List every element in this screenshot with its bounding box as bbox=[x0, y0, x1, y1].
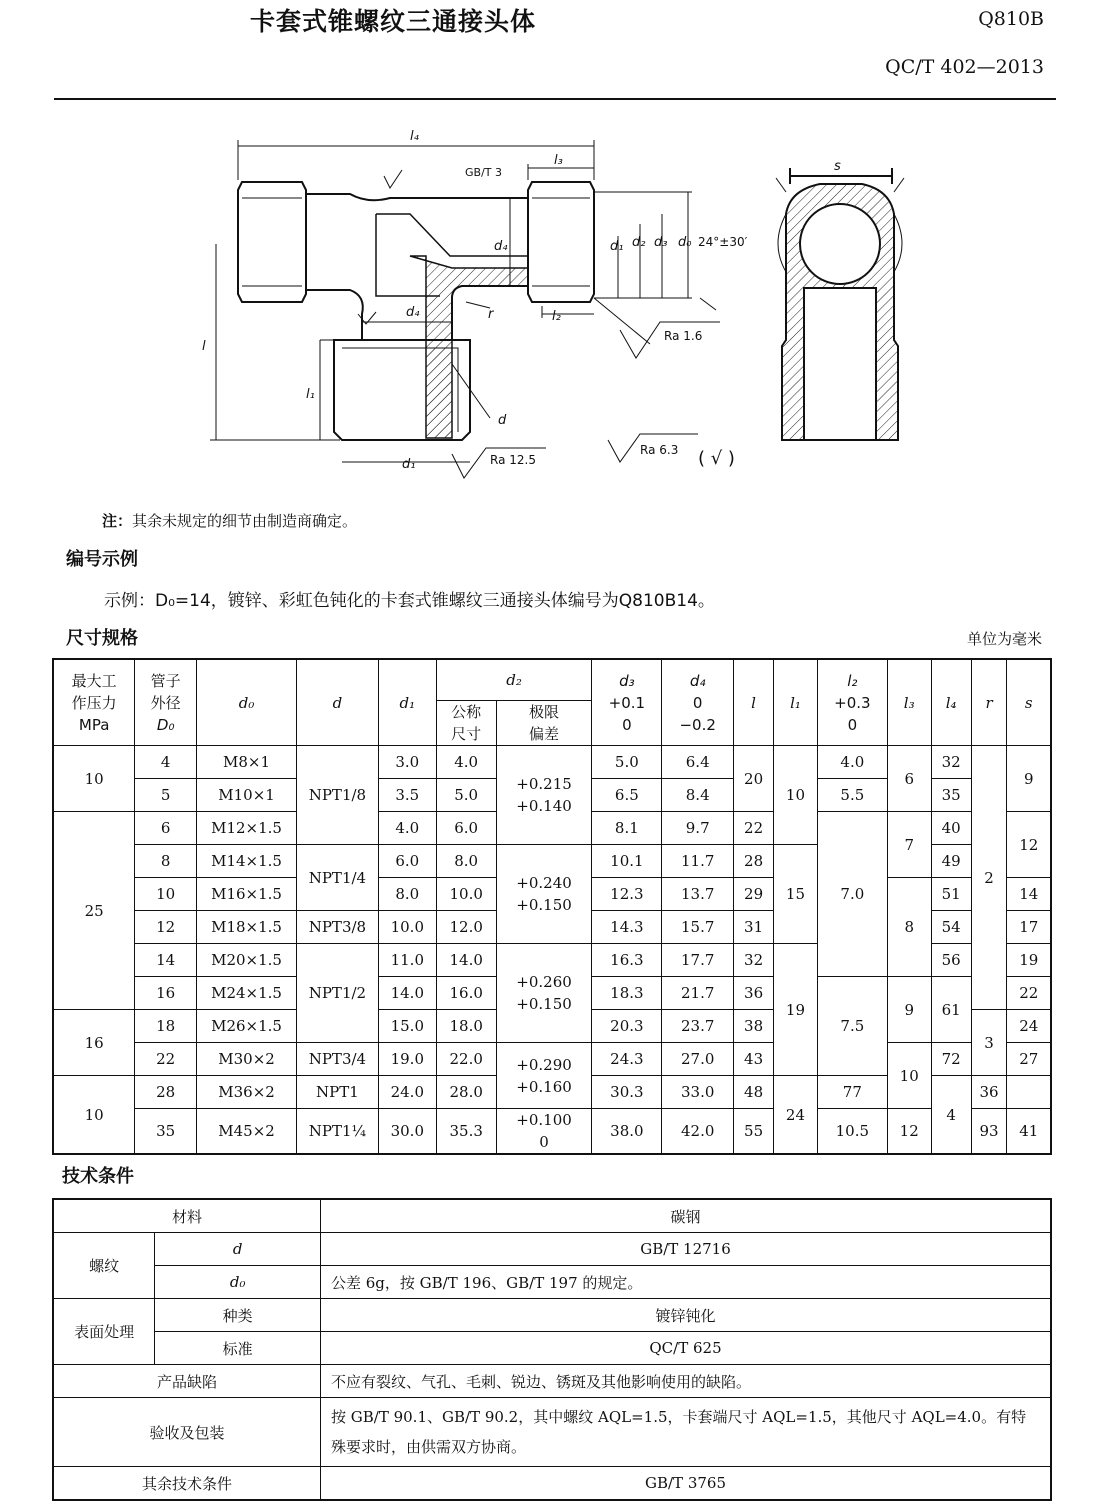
cell-d3: 30.3 bbox=[592, 1076, 662, 1109]
side-view bbox=[776, 168, 904, 440]
page-title: 卡套式锥螺纹三通接头体 bbox=[250, 7, 537, 36]
cell-d: NPT3/8 bbox=[296, 911, 378, 944]
table-row bbox=[53, 1233, 1051, 1266]
cell-d0: M26×1.5 bbox=[197, 1010, 297, 1043]
cell-d1: 3.5 bbox=[378, 779, 436, 812]
header-l1: l₁ bbox=[774, 659, 818, 746]
tech-heading: 技术条件 bbox=[62, 1166, 134, 1187]
cell-d4: 6.4 bbox=[662, 746, 734, 779]
header-l2: l₂ +0.3 0 bbox=[817, 659, 887, 746]
cell-d0: M36×2 bbox=[197, 1076, 297, 1109]
cell-l4: 56 bbox=[931, 944, 971, 977]
header-l: l bbox=[734, 659, 774, 746]
cell-d2-tolerance: +0.290 +0.160 bbox=[496, 1043, 592, 1109]
surface-label: 表面处理 bbox=[53, 1299, 155, 1365]
cell-d2-tolerance: +0.260 +0.150 bbox=[496, 944, 592, 1043]
label-ra63-suffix: ( √ ) bbox=[698, 448, 735, 469]
label-d3: d₃ bbox=[654, 235, 668, 250]
header-l4: l₄ bbox=[931, 659, 971, 746]
table-row bbox=[53, 1299, 1051, 1332]
label-d: d bbox=[498, 413, 507, 428]
cell-d4: 27.0 bbox=[662, 1043, 734, 1076]
cell-l: 22 bbox=[734, 812, 774, 845]
cell-d3: 5.0 bbox=[592, 746, 662, 779]
cell-d2-nominal: 4.0 bbox=[436, 746, 496, 779]
header-pressure: 最大工 作压力 MPa bbox=[53, 659, 135, 746]
tee-fitting-drawing bbox=[190, 118, 930, 490]
cell-l4: 40 bbox=[931, 812, 971, 845]
cell-d2-nominal: 8.0 bbox=[436, 845, 496, 878]
cell-d1: 30.0 bbox=[378, 1109, 436, 1155]
cell-l4: 35 bbox=[931, 779, 971, 812]
cell-l1: 24 bbox=[774, 1076, 818, 1155]
table-row bbox=[53, 1109, 1051, 1155]
cell-d3: 10.1 bbox=[592, 845, 662, 878]
cell-d2-nominal: 16.0 bbox=[436, 977, 496, 1010]
standard-number: QC/T 402—2013 bbox=[885, 56, 1044, 78]
cell-d3: 16.3 bbox=[592, 944, 662, 977]
cell-r: 3 bbox=[971, 1010, 1007, 1076]
cell-d2-nominal: 35.3 bbox=[436, 1109, 496, 1155]
cell-l4: 61 bbox=[931, 977, 971, 1043]
cell-d2-nominal: 14.0 bbox=[436, 944, 496, 977]
cell-d3: 8.1 bbox=[592, 812, 662, 845]
other-value: GB/T 3765 bbox=[321, 1467, 1052, 1501]
cell-s: 27 bbox=[1007, 1043, 1051, 1076]
cell-d0: M18×1.5 bbox=[197, 911, 297, 944]
cell-d: NPT1/8 bbox=[296, 746, 378, 845]
label-s: s bbox=[834, 159, 841, 174]
cell-l: 31 bbox=[734, 911, 774, 944]
label-ra125: Ra 12.5 bbox=[490, 453, 536, 467]
drawing-note bbox=[102, 510, 357, 531]
cell-s: 22 bbox=[1007, 977, 1051, 1010]
label-l: l bbox=[202, 339, 206, 354]
label-l2: l₂ bbox=[552, 309, 561, 324]
surface-type-value: 镀锌钝化 bbox=[321, 1299, 1052, 1332]
label-l1: l₁ bbox=[306, 387, 315, 402]
cell-D0: 10 bbox=[135, 878, 197, 911]
cell-d2-nominal: 18.0 bbox=[436, 1010, 496, 1043]
cell-d: NPT1 bbox=[296, 1076, 378, 1109]
dimension-table bbox=[52, 658, 1052, 1155]
cell-d0: M30×2 bbox=[197, 1043, 297, 1076]
cell-l3: 9 bbox=[887, 977, 931, 1043]
cell-s: 9 bbox=[1007, 746, 1051, 812]
cell-l4: 54 bbox=[931, 911, 971, 944]
label-d1-top: d₁ bbox=[610, 239, 624, 254]
cell-l2: 10.5 bbox=[817, 1109, 887, 1155]
cell-d0: M14×1.5 bbox=[197, 845, 297, 878]
cell-r: 2 bbox=[971, 746, 1007, 1010]
cell-s: 36 bbox=[971, 1076, 1007, 1109]
cell-d3: 14.3 bbox=[592, 911, 662, 944]
example-heading: 编号示例 bbox=[66, 549, 138, 570]
header-l3: l₃ bbox=[887, 659, 931, 746]
cell-d0: M24×1.5 bbox=[197, 977, 297, 1010]
cell-s: 14 bbox=[1007, 878, 1051, 911]
label-d1-bottom: d₁ bbox=[402, 457, 416, 472]
material-label: 材料 bbox=[53, 1199, 321, 1233]
note-prefix: 注： bbox=[102, 512, 133, 530]
cell-s: 12 bbox=[1007, 812, 1051, 878]
cell-d2-nominal: 28.0 bbox=[436, 1076, 496, 1109]
cell-l3: 7 bbox=[887, 812, 931, 878]
defect-label: 产品缺陷 bbox=[53, 1365, 321, 1398]
label-ra63: Ra 6.3 bbox=[640, 443, 679, 457]
size-heading: 尺寸规格 bbox=[66, 628, 138, 649]
cell-l: 36 bbox=[734, 977, 774, 1010]
header-d0: d₀ bbox=[197, 659, 297, 746]
cell-l: 20 bbox=[734, 746, 774, 812]
table-row bbox=[53, 1365, 1051, 1398]
cell-d1: 6.0 bbox=[378, 845, 436, 878]
label-l3: l₃ bbox=[554, 153, 563, 168]
cell-d1: 19.0 bbox=[378, 1043, 436, 1076]
cell-d3: 6.5 bbox=[592, 779, 662, 812]
cell-l: 43 bbox=[734, 1043, 774, 1076]
cell-d0: M45×2 bbox=[197, 1109, 297, 1155]
header-tube-od: 管子 外径 D₀ bbox=[135, 659, 197, 746]
cell-D0: 14 bbox=[135, 944, 197, 977]
label-gbt3: GB/T 3 bbox=[465, 166, 502, 179]
header-s: s bbox=[1007, 659, 1051, 746]
table-row bbox=[53, 1266, 1051, 1299]
label-angle: 24°±30′ bbox=[698, 235, 748, 249]
cell-D0: 28 bbox=[135, 1076, 197, 1109]
label-d0: d₀ bbox=[678, 235, 692, 250]
cell-d0: M8×1 bbox=[197, 746, 297, 779]
label-r: r bbox=[488, 307, 494, 322]
cell-l2: 7.0 bbox=[817, 812, 887, 977]
cell-D0: 22 bbox=[135, 1043, 197, 1076]
cell-d2-nominal: 6.0 bbox=[436, 812, 496, 845]
cell-d3: 20.3 bbox=[592, 1010, 662, 1043]
cell-d2-nominal: 12.0 bbox=[436, 911, 496, 944]
thread-d-label: d bbox=[155, 1233, 321, 1266]
thread-d0-label: d₀ bbox=[155, 1266, 321, 1299]
thread-label: 螺纹 bbox=[53, 1233, 155, 1299]
header-d3: d₃ +0.1 0 bbox=[592, 659, 662, 746]
cell-l4: 32 bbox=[931, 746, 971, 779]
cell-D0: 12 bbox=[135, 911, 197, 944]
part-code: Q810B bbox=[978, 8, 1044, 30]
cell-d3: 38.0 bbox=[592, 1109, 662, 1155]
table-row bbox=[53, 1467, 1051, 1501]
header-d4: d₄ 0 −0.2 bbox=[662, 659, 734, 746]
surface-type-label: 种类 bbox=[155, 1299, 321, 1332]
acceptance-label: 验收及包装 bbox=[53, 1398, 321, 1467]
technical-drawing bbox=[190, 118, 930, 490]
header-d2: d₂ bbox=[436, 659, 592, 701]
header-d2-tolerance: 极限 偏差 bbox=[496, 701, 592, 746]
cell-s: 24 bbox=[1007, 1010, 1051, 1043]
cell-D0: 4 bbox=[135, 746, 197, 779]
table-row bbox=[53, 1398, 1051, 1467]
cell-l3: 12 bbox=[887, 1109, 931, 1155]
cell-l: 28 bbox=[734, 845, 774, 878]
cell-l: 38 bbox=[734, 1010, 774, 1043]
header-d2-nominal: 公称 尺寸 bbox=[436, 701, 496, 746]
example-text: 示例：D₀=14，镀锌、彩虹色钝化的卡套式锥螺纹三通接头体编号为Q810B14。 bbox=[104, 591, 715, 611]
cell-d4: 11.7 bbox=[662, 845, 734, 878]
cell-l4: 93 bbox=[971, 1109, 1007, 1155]
cell-D0: 5 bbox=[135, 779, 197, 812]
cell-l3: 10 bbox=[887, 1043, 931, 1109]
cell-l1: 10 bbox=[774, 746, 818, 845]
header-d: d bbox=[296, 659, 378, 746]
cell-d1: 14.0 bbox=[378, 977, 436, 1010]
cell-l2: 5.5 bbox=[817, 779, 887, 812]
cell-pressure: 25 bbox=[53, 812, 135, 1010]
table-row bbox=[53, 1332, 1051, 1365]
cell-d2-nominal: 22.0 bbox=[436, 1043, 496, 1076]
header-divider bbox=[54, 98, 1056, 100]
cell-d4: 17.7 bbox=[662, 944, 734, 977]
cell-d4: 13.7 bbox=[662, 878, 734, 911]
cell-d1: 15.0 bbox=[378, 1010, 436, 1043]
cell-d1: 4.0 bbox=[378, 812, 436, 845]
surface-std-label: 标准 bbox=[155, 1332, 321, 1365]
cell-d: NPT1/4 bbox=[296, 845, 378, 911]
cell-d2-tolerance: +0.100 0 bbox=[496, 1109, 592, 1155]
cell-d4: 21.7 bbox=[662, 977, 734, 1010]
note-text: 其余未规定的细节由制造商确定。 bbox=[132, 512, 358, 530]
cell-l: 48 bbox=[734, 1076, 774, 1109]
cell-l3: 8 bbox=[887, 878, 931, 977]
cell-d: NPT1¼ bbox=[296, 1109, 378, 1155]
cell-d1: 3.0 bbox=[378, 746, 436, 779]
cell-d3: 12.3 bbox=[592, 878, 662, 911]
cell-d0: M10×1 bbox=[197, 779, 297, 812]
cell-d0: M12×1.5 bbox=[197, 812, 297, 845]
cell-l2: 4.0 bbox=[817, 746, 887, 779]
cell-d2-nominal: 10.0 bbox=[436, 878, 496, 911]
cell-d4: 33.0 bbox=[662, 1076, 734, 1109]
cell-d: NPT1/2 bbox=[296, 944, 378, 1043]
cell-d1: 8.0 bbox=[378, 878, 436, 911]
cell-d4: 23.7 bbox=[662, 1010, 734, 1043]
cell-d0: M16×1.5 bbox=[197, 878, 297, 911]
right-port bbox=[528, 182, 594, 302]
cell-d2-tolerance: +0.240 +0.150 bbox=[496, 845, 592, 944]
cell-l1: 19 bbox=[774, 944, 818, 1076]
surface-std-value: QC/T 625 bbox=[321, 1332, 1052, 1365]
cell-l2: 7.5 bbox=[817, 977, 887, 1076]
cell-d4: 15.7 bbox=[662, 911, 734, 944]
cell-l: 29 bbox=[734, 878, 774, 911]
defect-value: 不应有裂纹、气孔、毛刺、锐边、锈斑及其他影响使用的缺陷。 bbox=[321, 1365, 1052, 1398]
technical-conditions-table bbox=[52, 1198, 1052, 1501]
cell-l: 55 bbox=[734, 1109, 774, 1155]
cell-D0: 8 bbox=[135, 845, 197, 878]
cell-d1: 24.0 bbox=[378, 1076, 436, 1109]
cell-s: 41 bbox=[1007, 1109, 1051, 1155]
cell-pressure: 10 bbox=[53, 746, 135, 812]
cell-pressure: 10 bbox=[53, 1076, 135, 1155]
cell-pressure: 16 bbox=[53, 1010, 135, 1076]
thread-d0-value: 公差 6g，按 GB/T 196、GB/T 197 的规定。 bbox=[321, 1266, 1052, 1299]
cell-D0: 6 bbox=[135, 812, 197, 845]
label-d4-vertical: d₄ bbox=[494, 239, 508, 254]
cell-l4: 51 bbox=[931, 878, 971, 911]
table-row bbox=[53, 1199, 1051, 1233]
cell-d1: 10.0 bbox=[378, 911, 436, 944]
cell-d4: 9.7 bbox=[662, 812, 734, 845]
acceptance-value: 按 GB/T 90.1、GB/T 90.2，其中螺纹 AQL=1.5，卡套端尺寸 AQL=1.5，其他尺寸 AQL=4.0。有特殊要求时，由供需双方协商。 bbox=[321, 1398, 1052, 1467]
table-row bbox=[53, 1043, 1051, 1076]
table-row bbox=[53, 746, 1051, 779]
label-d4-horizontal: d₄ bbox=[406, 305, 420, 320]
label-d2: d₂ bbox=[632, 235, 646, 250]
cell-D0: 18 bbox=[135, 1010, 197, 1043]
left-port bbox=[238, 182, 306, 302]
cell-l3: 6 bbox=[887, 746, 931, 812]
cell-l1: 15 bbox=[774, 845, 818, 944]
cell-d1: 11.0 bbox=[378, 944, 436, 977]
cell-r: 4 bbox=[931, 1076, 971, 1155]
header-r: r bbox=[971, 659, 1007, 746]
cell-d0: M20×1.5 bbox=[197, 944, 297, 977]
cell-d2-nominal: 5.0 bbox=[436, 779, 496, 812]
label-ra16: Ra 1.6 bbox=[664, 329, 703, 343]
cell-D0: 16 bbox=[135, 977, 197, 1010]
other-label: 其余技术条件 bbox=[53, 1467, 321, 1501]
unit-label: 单位为毫米 bbox=[966, 630, 1042, 648]
cell-d4: 42.0 bbox=[662, 1109, 734, 1155]
cell-D0: 35 bbox=[135, 1109, 197, 1155]
cell-l4: 72 bbox=[931, 1043, 971, 1076]
thread-d-value: GB/T 12716 bbox=[321, 1233, 1052, 1266]
cell-d2-tolerance: +0.215 +0.140 bbox=[496, 746, 592, 845]
cell-l4: 77 bbox=[817, 1076, 887, 1109]
cell-l4: 49 bbox=[931, 845, 971, 878]
label-l4: l₄ bbox=[410, 129, 419, 144]
cell-s: 17 bbox=[1007, 911, 1051, 944]
header-d1: d₁ bbox=[378, 659, 436, 746]
cell-s: 19 bbox=[1007, 944, 1051, 977]
cell-d3: 24.3 bbox=[592, 1043, 662, 1076]
cell-d3: 18.3 bbox=[592, 977, 662, 1010]
cell-d: NPT3/4 bbox=[296, 1043, 378, 1076]
cell-d4: 8.4 bbox=[662, 779, 734, 812]
material-value: 碳钢 bbox=[321, 1199, 1052, 1233]
cell-l: 32 bbox=[734, 944, 774, 977]
